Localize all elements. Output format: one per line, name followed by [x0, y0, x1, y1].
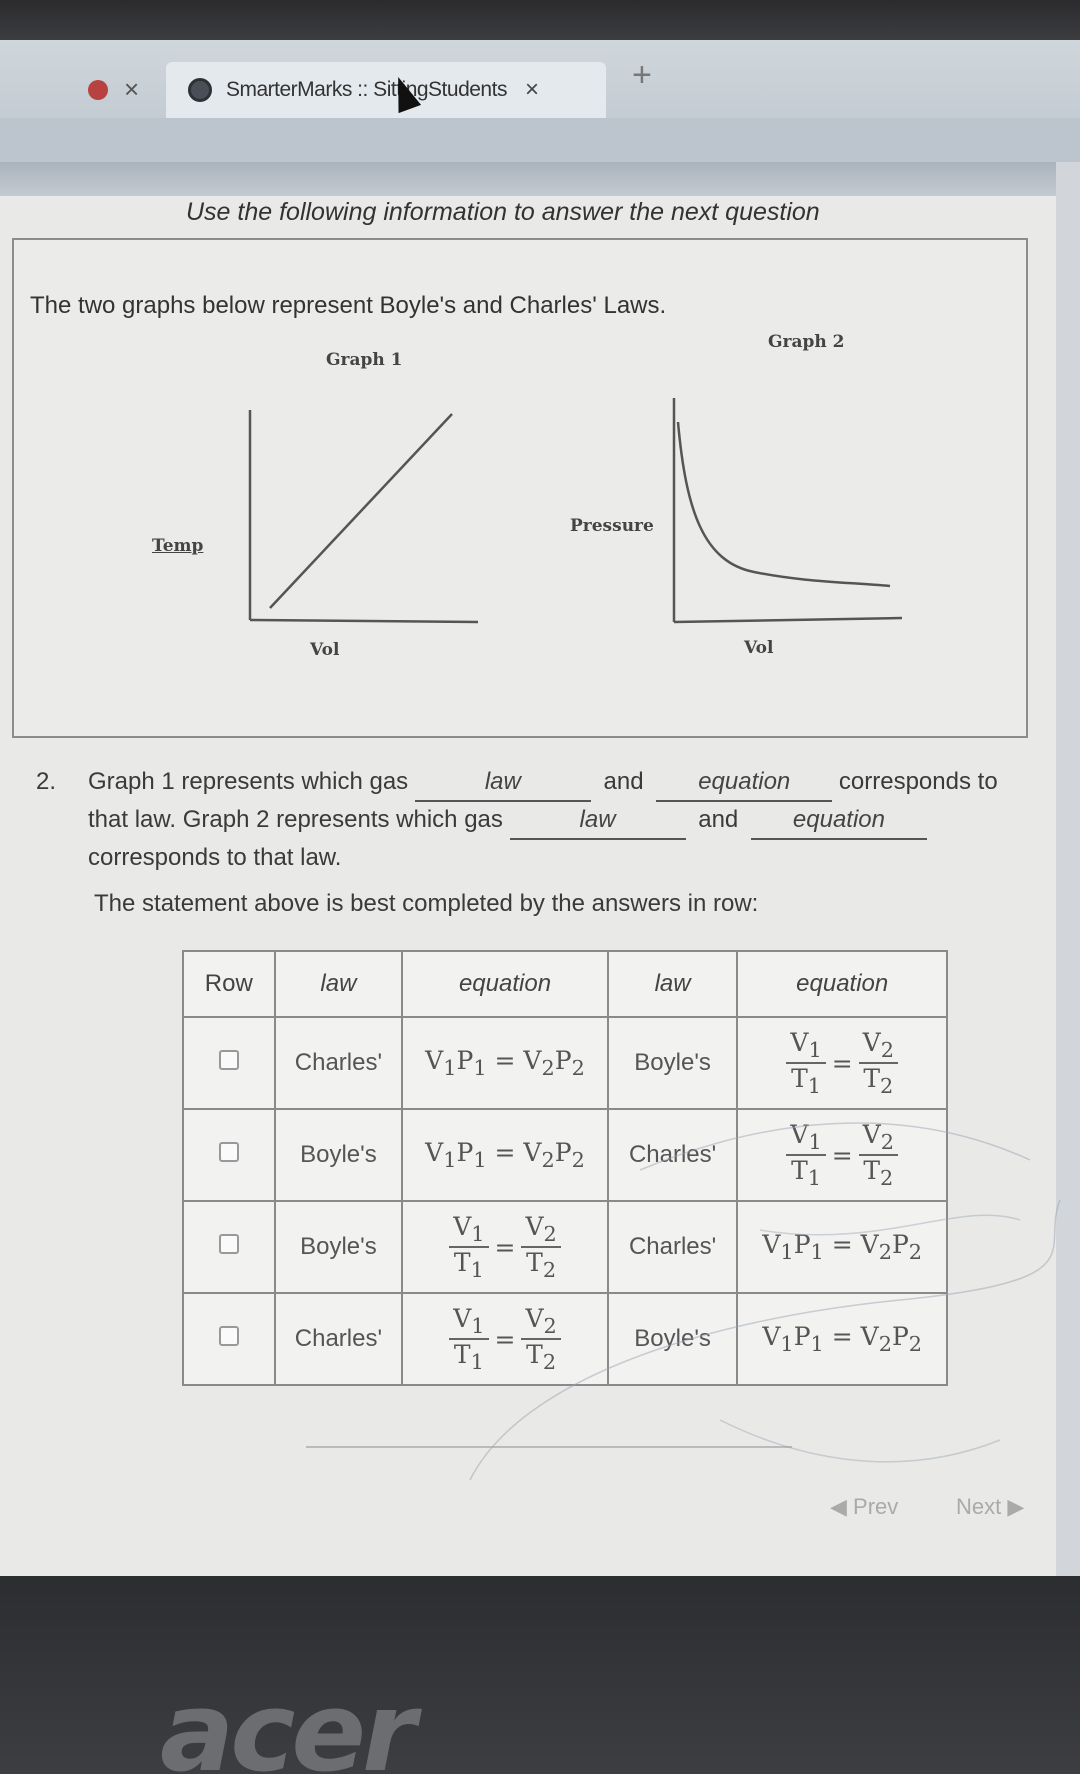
law1-cell: Boyle's [275, 1201, 403, 1293]
header-law1: law [275, 951, 403, 1017]
graph1-xlabel: Vol [310, 640, 340, 660]
header-equation1: equation [402, 951, 608, 1017]
row-select-cell[interactable] [183, 1201, 275, 1293]
row-checkbox[interactable] [219, 1326, 239, 1346]
question-and2: and [698, 806, 739, 833]
question-number: 2. [36, 768, 57, 795]
scrollbar-track[interactable] [1056, 162, 1080, 1576]
browser-tab[interactable] [166, 62, 606, 118]
law1-cell: Charles' [275, 1017, 403, 1109]
blank-graph2-law: law [510, 802, 686, 840]
law2-cell: Boyle's [608, 1017, 738, 1109]
law2-cell: Charles' [608, 1201, 738, 1293]
favicon-icon [188, 78, 212, 102]
table-row[interactable] [183, 1017, 947, 1109]
tab-title: SmarterMarks :: SittingStudents [226, 78, 507, 101]
question-text-part3: corresponds to that law. [88, 844, 342, 871]
info-text: The two graphs below represent Boyle's and Charles' Laws. [30, 292, 667, 319]
graph2-plot [664, 392, 914, 632]
row-checkbox[interactable] [219, 1234, 239, 1254]
header-equation2: equation [737, 951, 947, 1017]
equation2-cell: $V_1P_1 = V_2P_2$ [737, 1293, 947, 1385]
equation1-cell: $V_1P_1 = V_2P_2$ [402, 1109, 608, 1201]
graph1-plot [240, 400, 490, 630]
equation1-cell: $\frac{V_1}{T_1}$ = $\frac{V_2}{T_2}$ [402, 1201, 608, 1293]
prev-button[interactable]: ◀ Prev [830, 1494, 899, 1519]
equation1-cell: $\frac{V_1}{T_1}$ = $\frac{V_2}{T_2}$ [402, 1293, 608, 1385]
equation1-cell: $V_1P_1 = V_2P_2$ [402, 1017, 608, 1109]
question-block [36, 764, 1026, 876]
graph2-xlabel: Vol [744, 638, 774, 658]
table-row[interactable] [183, 1201, 947, 1293]
answer-table [182, 950, 948, 1386]
question-text-part1: Graph 1 represents which gas [88, 768, 409, 795]
row-checkbox[interactable] [219, 1050, 239, 1070]
acer-logo: acer [160, 1668, 413, 1774]
law1-cell: Charles' [275, 1293, 403, 1385]
table-header-row [183, 951, 947, 1017]
equation2-cell: $\frac{V_1}{T_1}$ = $\frac{V_2}{T_2}$ [737, 1109, 947, 1201]
header-row: Row [183, 951, 275, 1017]
new-tab-button[interactable]: + [632, 56, 652, 94]
question-and1: and [603, 768, 644, 795]
blank-graph2-equation: equation [751, 802, 927, 840]
question-prompt: The statement above is best completed by the answers in row: [94, 890, 759, 917]
blank-graph1-equation: equation [656, 764, 832, 802]
table-row[interactable] [183, 1293, 947, 1385]
equation2-cell: $\frac{V_1}{T_1}$ = $\frac{V_2}{T_2}$ [737, 1017, 947, 1109]
browser-toolbar [0, 118, 1080, 162]
blank-graph1-law: law [415, 764, 591, 802]
header-law2: law [608, 951, 738, 1017]
row-select-cell[interactable] [183, 1109, 275, 1201]
graph1-ylabel: Temp [152, 536, 204, 556]
table-row[interactable] [183, 1109, 947, 1201]
instruction-text: Use the following information to answer the next question [186, 198, 820, 226]
row-select-cell[interactable] [183, 1017, 275, 1109]
equation2-cell: $V_1P_1 = V_2P_2$ [737, 1201, 947, 1293]
graph2-title: Graph 2 [768, 332, 845, 352]
law2-cell: Charles' [608, 1109, 738, 1201]
tab-close-icon[interactable]: × [524, 76, 539, 103]
laptop-bezel-top [0, 0, 1080, 40]
graph2-ylabel: Pressure [570, 516, 654, 536]
law2-cell: Boyle's [608, 1293, 738, 1385]
law1-cell: Boyle's [275, 1109, 403, 1201]
divider [306, 1446, 792, 1448]
graph1-title: Graph 1 [326, 350, 403, 370]
page-header-band [0, 162, 1080, 196]
window-close-icon[interactable]: × [124, 74, 140, 104]
question-text-part2: corresponds to that law. Graph 2 represents which gas [88, 768, 998, 833]
window-close-dot[interactable] [88, 80, 108, 100]
row-checkbox[interactable] [219, 1142, 239, 1162]
next-button[interactable]: Next ▶ [956, 1494, 1025, 1519]
row-select-cell[interactable] [183, 1293, 275, 1385]
